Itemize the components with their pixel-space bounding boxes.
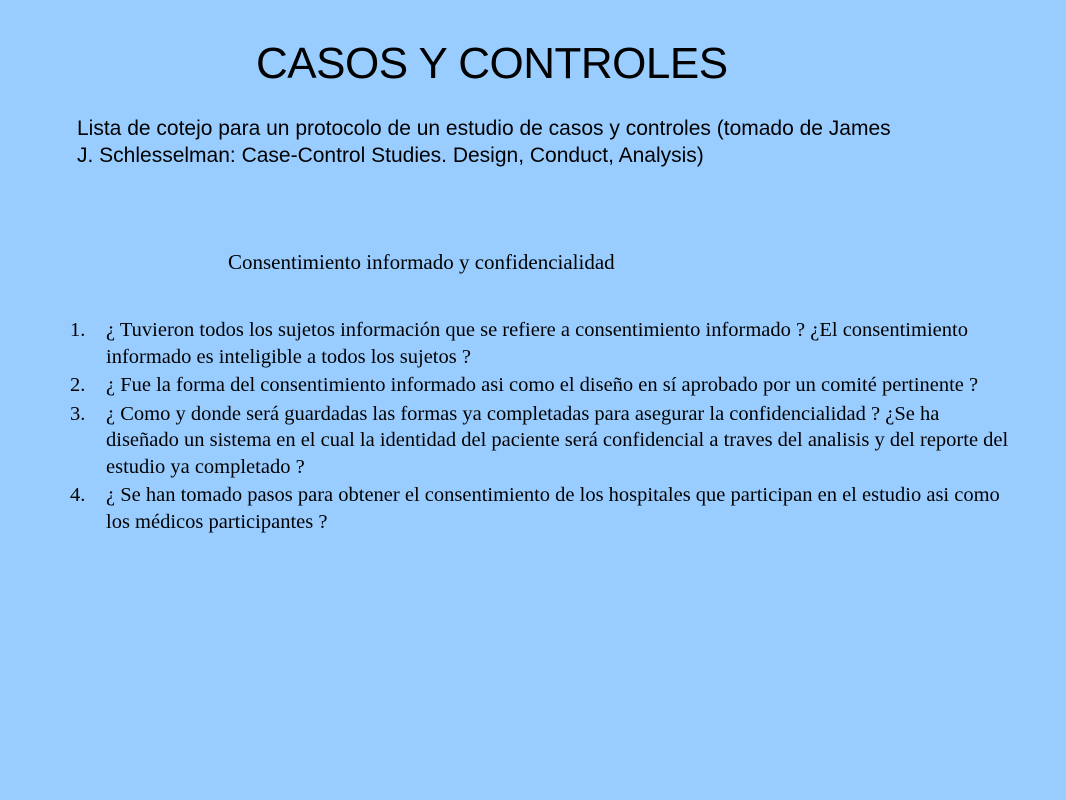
checklist-item xyxy=(70,372,1015,399)
item-number: 3. xyxy=(70,402,86,425)
checklist-item xyxy=(70,317,1015,370)
subtitle-closing-paren: ) xyxy=(696,144,704,167)
item-number: 1. xyxy=(70,319,86,341)
item-text: ¿ Tuvieron todos los sujetos información que se refiere a consentimiento informado ? ¿El consentimiento informado es inteligible a todos los sujetos ? xyxy=(106,319,968,368)
checklist xyxy=(70,317,1015,537)
slide-subtitle xyxy=(77,115,897,169)
item-number: 2. xyxy=(70,374,86,396)
subtitle-text: Lista de cotejo para un protocolo de un estudio de casos y controles (tomado de James J. Schlesselman: Case-Control Studies. Design, Conduct, Analysis xyxy=(77,117,891,167)
slide-title: CASOS Y CONTROLES xyxy=(256,39,728,88)
checklist-item xyxy=(70,401,1015,481)
checklist-item xyxy=(70,482,1015,535)
item-number: 4. xyxy=(70,484,86,506)
section-heading: Consentimiento informado y confidencialidad xyxy=(228,250,615,274)
item-text: ¿ Como y donde será guardadas las formas ya completadas para asegurar la confidencialidad ? ¿Se ha diseñado un sistema en el cual la identidad del paciente será confidencial a traves del analisis y del reporte del estudio ya completado ? xyxy=(106,402,1009,478)
item-text: ¿ Fue la forma del consentimiento informado asi como el diseño en sí aprobado por un comité pertinente ? xyxy=(106,374,979,396)
item-text: ¿ Se han tomado pasos para obtener el consentimiento de los hospitales que participan en el estudio asi como los médicos participantes ? xyxy=(106,484,1000,533)
